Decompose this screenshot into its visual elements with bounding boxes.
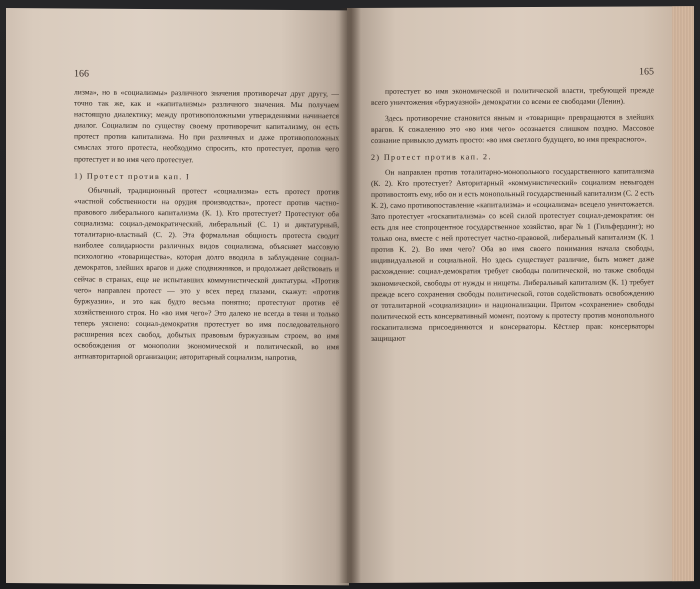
open-book: [6, 8, 694, 583]
left-paragraph-1: лизма», но в «социализмы» различного значения противоречат друг другу, — точно так же, как и «капитализмы» различного значения. Мы получаем настоящую диалектику; между противоположными утверждениями начинается диалог. Социализм по существу своему противоречит капитализму, он есть протест против капитализма. Но при различных и даже противоположных смыслах этого протеста, необходимо спросить, кто протестует, против чего протестует и во имя чего протестует.: [74, 87, 339, 164]
right-page: [347, 6, 694, 583]
book-gutter: [339, 8, 361, 583]
right-paragraph-1: протестует во имя экономической и политической власти, требующей прежде всего уничтожения «буржуазной» демократии со всеми ее свободами (Ленин).: [371, 85, 654, 107]
right-page-number: 165: [639, 66, 654, 78]
left-paragraph-2: Обычный, традиционный протест «социализма» есть протест против «частной собственности на орудия производства», протест против частно-правового либерального капитализма (К. 1). Кто протестует? Протестуют оба социализма: социал-демократический, либеральный (С. 1) и диктатурный, тоталитарно-властный (С. 2). Эта формальная общность протеста сводит наиболее солидарности различных видов социализма, объясняет массовую психологию «товарищества», которая долго вводила в заблуждение социал-демократов, злейших врагов и даже сподвижников, и продолжает действовать и сейчас в странах, еще не испытавших коммунистической диктатуры. «Против чего» направлен протест — это у всех перед глазами, скажут: «против буржуазии», и это как будто весьма понятно; протестуют против её хозяйственного строя. Но «во имя чего»? Это далеко не всегда в тени и только теперь уяснено: социал-демократия протестует во имя последовательного расширения всех свобод, добытых правовым буржуазным строем, во имя освобождения от монополии экономической и политической, во имя антиавторитарной организации; авторитарный социализм, напротив,: [74, 185, 339, 363]
right-paragraph-3: Он направлен против тоталитарно-монопольного государственного капитализма (К. 2). Кто протестует? Авторитарный «коммунистический» социализм невыгоден противостоять ему, ибо он и есть монопольный государственный капитализм (С. 2 есть К. 2), само противопоставление «капитализма» и «социализма» всецело уничтожается. Зато протестует «госкапитализма» со всей силой протестует социал-демократия: он есть для нее стопроцентное государственное хозяйство, враг № 1 (Гильфердинг); но только она, вместе с ней протестует частно-правовой, либеральный капитализм (К. 1 против К. 2). Во имя чего? Оба во имя своего понимания начала свободы, индивидуальной и социальной. Но здесь существует различие, быть может даже расхождение: социал-демократия требует свободы политической, но также свободы экономической, свободы от нужды и нищеты. Либеральный капитализм (К. 1) требует прежде всего сохранения свободы политической, готов содействовать освобождению от тоталитарной «социализации» и национализации. Притом «сохранение» свободы политической есть консервативный момент, поэтому к протесту против монопольного госкапитализма присоединяются и консерваторы. Кёстлер прав: консерваторы защищают: [371, 165, 654, 343]
left-page: [6, 8, 349, 585]
right-paragraph-2: Здесь противоречие становится явным и «товарищи» превращаются в злейших врагов. К сожалению это «во имя чего» осознается слишком поздно. Массовое сознание привыкло думать просто: «во имя светлого будущего, во имя прекрасного».: [371, 112, 654, 146]
right-section-heading: 2) Протест против кап. 2.: [371, 152, 492, 163]
left-section-heading: 1) Протест против кап. I: [74, 171, 191, 181]
left-page-number: 166: [74, 68, 89, 80]
